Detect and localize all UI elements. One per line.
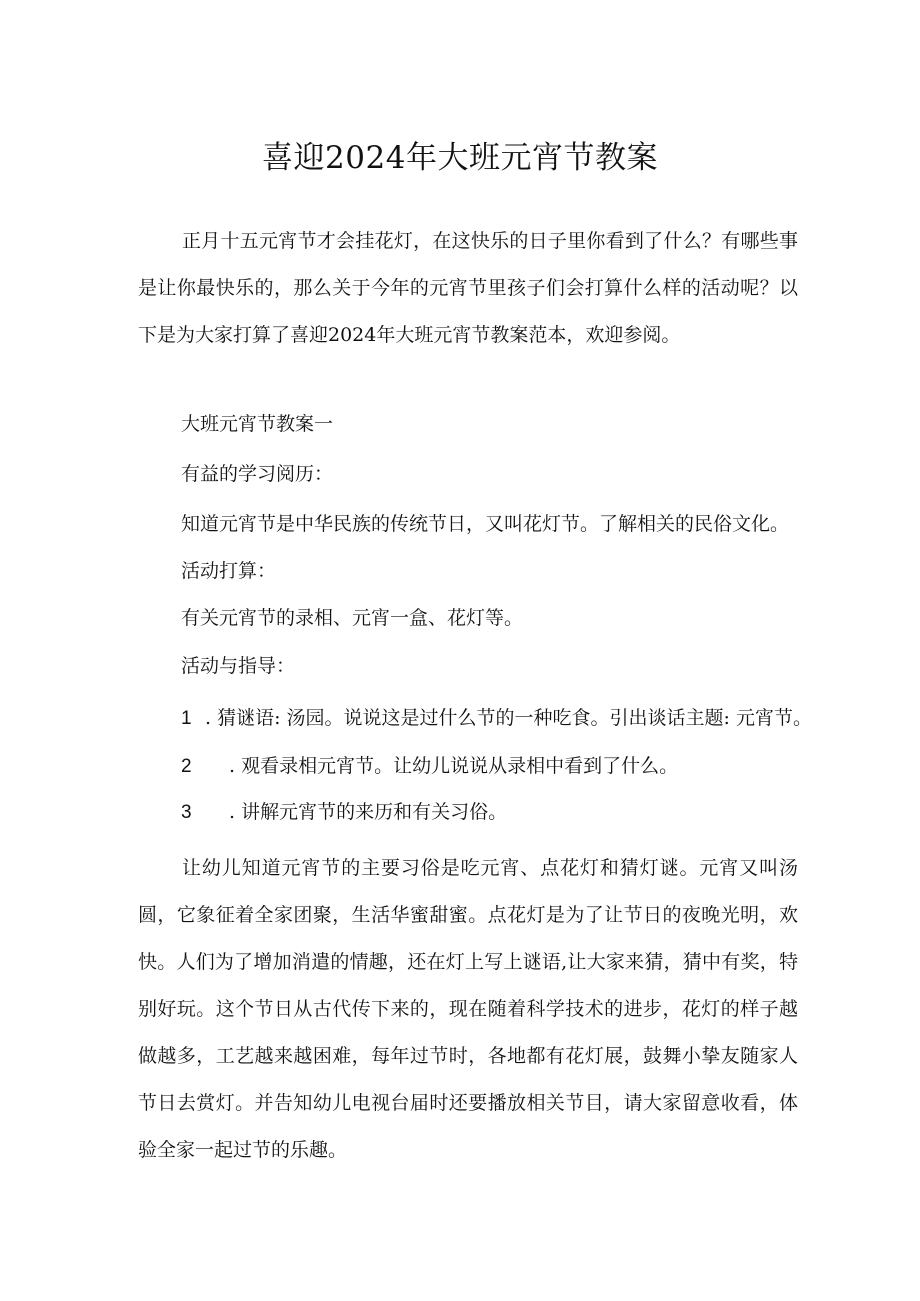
step-text: . 观看录相元宵节。让幼儿说说从录相中看到了什么。 [229, 755, 679, 777]
prep-label: 活动打算： [181, 560, 277, 582]
step-number: 2 [181, 756, 192, 777]
intro-paragraph: 正月十五元宵节才会挂花灯，在这快乐的日子里你看到了什么？有哪些事是让你最快乐的，那么关于今年的元宵节里孩子们会打算什么样的活动呢？以下是为大家打算了喜迎2024年大班元宵节教案范本，欢迎参阅。 [138, 230, 798, 346]
step-text: . 讲解元宵节的来历和有关习俗。 [229, 801, 508, 823]
guide-label: 活动与指导： [181, 655, 296, 677]
prep-text: 有关元宵节的录相、元宵一盒、花灯等。 [181, 607, 524, 629]
step-item [181, 797, 507, 828]
step-item [181, 703, 812, 734]
goal-label: 有益的学习阅历： [181, 463, 334, 485]
step-number: 3 [181, 802, 192, 823]
step-item [181, 751, 678, 782]
goal-text: 知道元宵节是中华民族的传统节日，又叫花灯节。了解相关的民俗文化。 [181, 513, 790, 535]
section-heading: 大班元宵节教案一 [181, 413, 334, 435]
step-number: 1 [181, 708, 192, 729]
body-paragraph: 让幼儿知道元宵节的主要习俗是吃元宵、点花灯和猜灯谜。元宵又叫汤圆，它象征着全家团聚，生活华蜜甜蜜。点花灯是为了让节日的夜晚光明，欢快。人们为了增加消遣的情趣，还在灯上写上谜语,让大家来猜，猜中有奖，特别好玩。这个节日从古代传下来的，现在随着科学技术的进步，花灯的样子越做越多，工艺越来越困难，每年过节时，各地都有花灯展，鼓舞小挚友随家人节日去赏灯。并告知幼儿电视台届时还要播放相关节目，请大家留意收看，体验全家一起过节的乐趣。 [138, 857, 798, 1161]
step-text: . 猜谜语: 汤园。说说这是过什么节的一种吃食。引出谈话主题: 元宵节。 [205, 707, 812, 729]
document-title: 喜迎2024年大班元宵节教案 [262, 140, 658, 176]
